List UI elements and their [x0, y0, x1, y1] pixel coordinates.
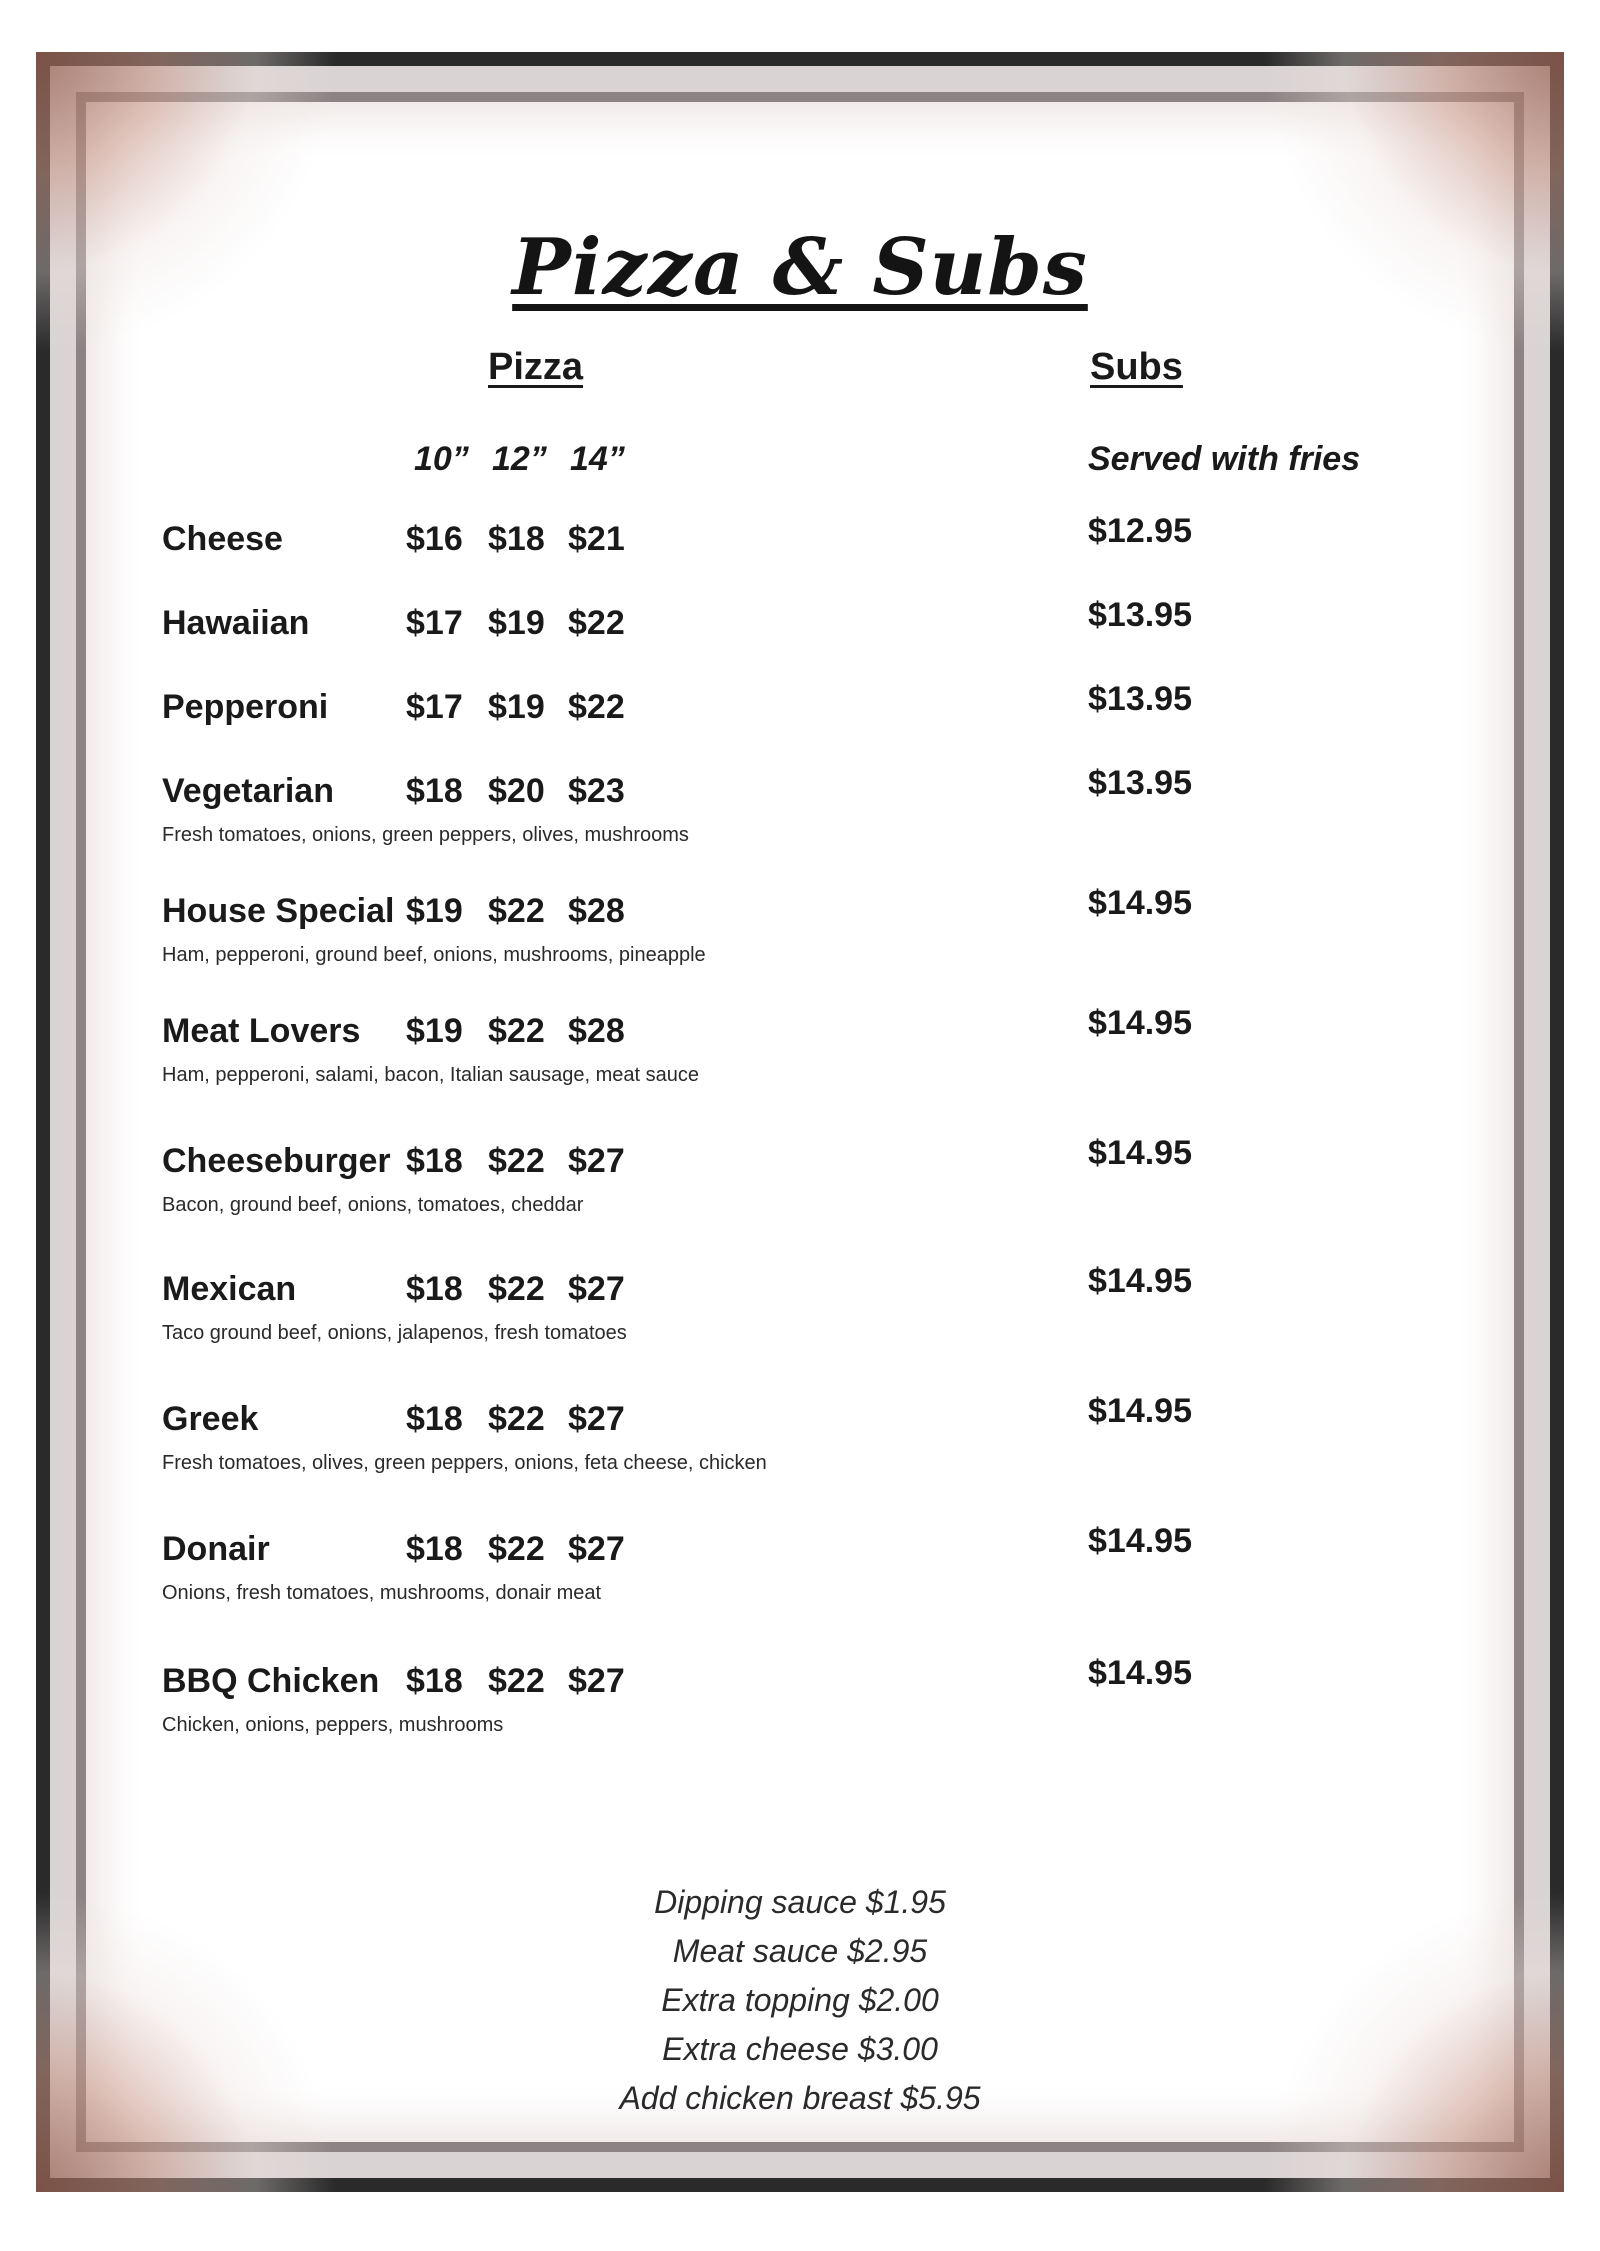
item-description: Fresh tomatoes, onions, green peppers, olives, mushrooms [162, 824, 689, 846]
pizza-price: $19 [406, 892, 463, 930]
item-description: Ham, pepperoni, ground beef, onions, mushrooms, pineapple [162, 944, 706, 966]
item-name: Greek [162, 1400, 259, 1438]
pizza-price: $18 [406, 1662, 463, 1700]
size-large: 14” [570, 440, 625, 478]
item-description: Fresh tomatoes, olives, green peppers, onions, feta cheese, chicken [162, 1452, 767, 1474]
item-description: Bacon, ground beef, onions, tomatoes, cheddar [162, 1194, 584, 1216]
item-name: Cheese [162, 520, 283, 558]
sub-price: $12.95 [1088, 512, 1192, 550]
pizza-price: $21 [568, 520, 625, 558]
subs-heading: Subs [1090, 346, 1183, 388]
pizza-price: $17 [406, 604, 463, 642]
pizza-price: $18 [406, 772, 463, 810]
item-description: Chicken, onions, peppers, mushrooms [162, 1714, 504, 1736]
pizza-price: $22 [488, 1270, 545, 1308]
pizza-price: $27 [568, 1400, 625, 1438]
extra-item: Dipping sauce $1.95 [654, 1884, 946, 1920]
item-name: Vegetarian [162, 772, 334, 810]
pizza-price: $22 [488, 892, 545, 930]
pizza-price: $28 [568, 1012, 625, 1050]
pizza-price: $23 [568, 772, 625, 810]
pizza-price: $27 [568, 1530, 625, 1568]
menu-title: Pizza & Subs [512, 222, 1088, 313]
pizza-price: $18 [406, 1270, 463, 1308]
sub-price: $13.95 [1088, 764, 1192, 802]
extra-item: Extra cheese $3.00 [662, 2031, 938, 2067]
pizza-price: $22 [488, 1662, 545, 1700]
decorative-frame [36, 52, 1564, 2192]
pizza-price: $18 [406, 1142, 463, 1180]
sub-price: $14.95 [1088, 1522, 1192, 1560]
pizza-heading: Pizza [488, 346, 584, 388]
pizza-price: $27 [568, 1142, 625, 1180]
sub-price: $14.95 [1088, 1262, 1192, 1300]
item-name: Pepperoni [162, 688, 329, 726]
pizza-price: $22 [568, 688, 625, 726]
pizza-price: $22 [488, 1012, 545, 1050]
pizza-price: $22 [488, 1142, 545, 1180]
item-name: House Special [162, 892, 395, 930]
pizza-price: $18 [406, 1400, 463, 1438]
pizza-price: $22 [488, 1400, 545, 1438]
pizza-price: $18 [406, 1530, 463, 1568]
pizza-price: $22 [488, 1530, 545, 1568]
extras-list [0, 1878, 1600, 2123]
pizza-price: $22 [568, 604, 625, 642]
sub-price: $14.95 [1088, 1392, 1192, 1430]
pizza-price: $17 [406, 688, 463, 726]
pizza-price: $18 [488, 520, 545, 558]
item-description: Ham, pepperoni, salami, bacon, Italian sausage, meat sauce [162, 1064, 699, 1086]
size-medium: 12” [492, 440, 547, 478]
item-name: BBQ Chicken [162, 1662, 380, 1700]
item-name: Cheeseburger [162, 1142, 391, 1180]
pizza-price: $19 [406, 1012, 463, 1050]
item-name: Meat Lovers [162, 1012, 361, 1050]
sub-price: $14.95 [1088, 1654, 1192, 1692]
item-description: Onions, fresh tomatoes, mushrooms, donair meat [162, 1582, 602, 1604]
item-name: Mexican [162, 1270, 297, 1308]
pizza-sizes-header [414, 440, 648, 479]
extra-item: Add chicken breast $5.95 [619, 2080, 981, 2116]
extra-item: Extra topping $2.00 [661, 1982, 939, 2018]
item-name: Hawaiian [162, 604, 310, 642]
sub-price: $14.95 [1088, 1004, 1192, 1042]
pizza-price: $20 [488, 772, 545, 810]
sub-price: $13.95 [1088, 596, 1192, 634]
sub-price: $14.95 [1088, 1134, 1192, 1172]
sub-price: $14.95 [1088, 884, 1192, 922]
subs-note: Served with fries [1088, 440, 1361, 478]
item-name: Donair [162, 1530, 270, 1568]
pizza-price: $19 [488, 688, 545, 726]
pizza-price: $27 [568, 1270, 625, 1308]
pizza-price: $19 [488, 604, 545, 642]
pizza-price: $28 [568, 892, 625, 930]
size-small: 10” [414, 440, 469, 478]
pizza-price: $16 [406, 520, 463, 558]
pizza-price: $27 [568, 1662, 625, 1700]
sub-price: $13.95 [1088, 680, 1192, 718]
item-description: Taco ground beef, onions, jalapenos, fresh tomatoes [162, 1322, 627, 1344]
extra-item: Meat sauce $2.95 [672, 1933, 928, 1969]
